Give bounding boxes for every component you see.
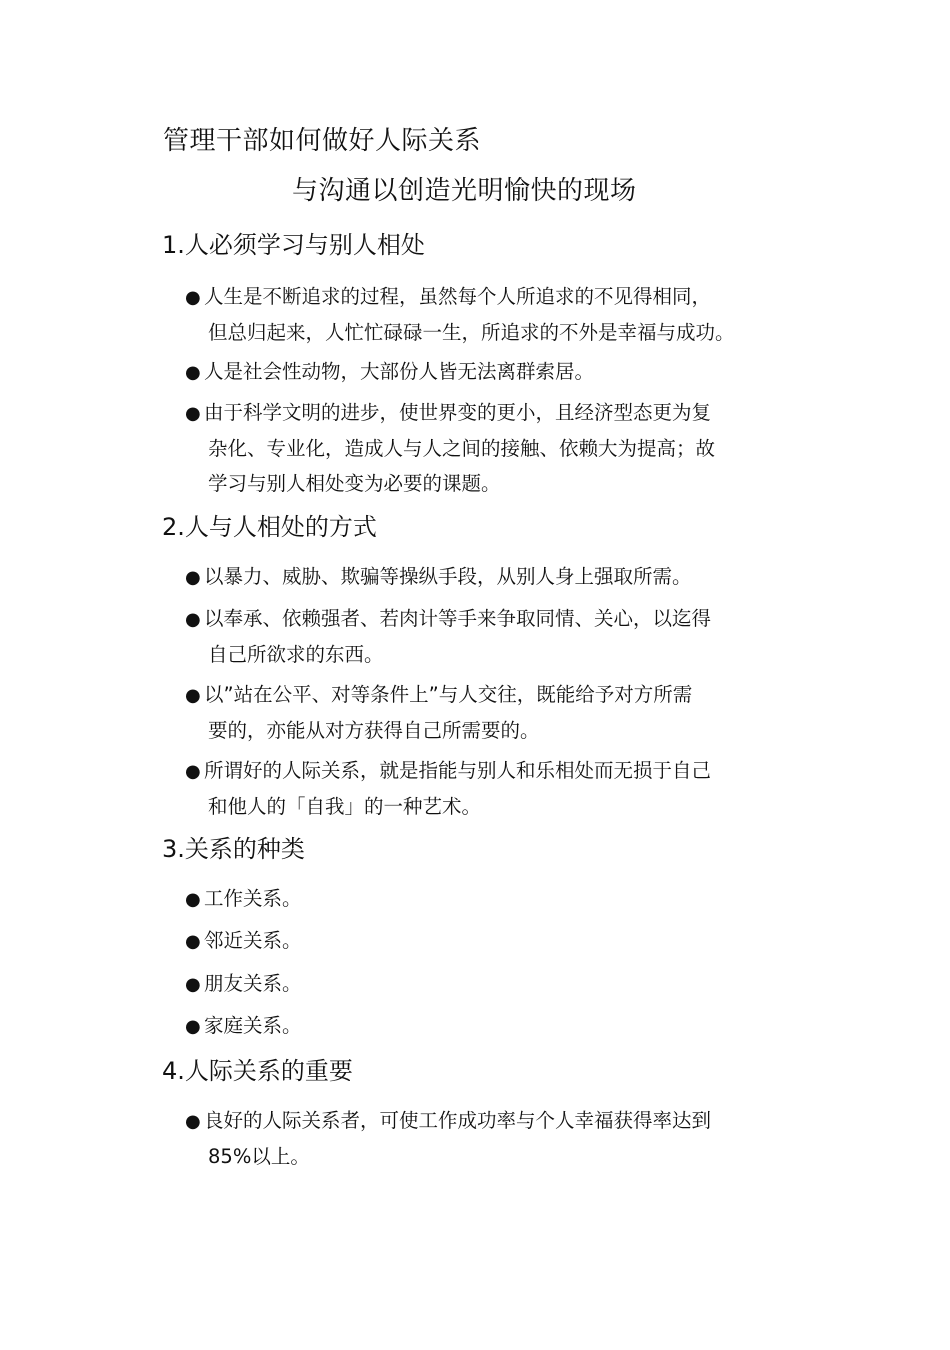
section-heading-3: 3.关系的种类	[162, 835, 305, 863]
list-item: ● 以暴力、威胁、欺骗等操纵手段，从别人身上强取所需。	[185, 559, 825, 595]
list-item: ● 人是社会性动物，大部份人皆无法离群索居。	[185, 354, 825, 390]
list-item: ● 工作关系。	[185, 881, 825, 917]
section-heading-1: 1.人必须学习与别人相处	[162, 231, 425, 259]
list-item: ● 以”站在公平、对等条件上”与人交往，既能给予对方所需 要的，亦能从对方获得自己所需要的。	[185, 677, 825, 748]
list-item: ● 由于科学文明的进步，使世界变的更小，且经济型态更为复 杂化、专业化，造成人与人之间的接触、依赖大为提高；故 学习与别人相处变为必要的课题。	[185, 395, 825, 501]
list-item: ● 人生是不断追求的过程，虽然每个人所追求的不见得相同， 但总归起来，人忙忙碌碌一生，所追求的不外是幸福与成功。	[185, 279, 825, 350]
document-title-line-2: 与沟通以创造光明愉快的现场	[292, 176, 637, 206]
bullet-dot-icon: ●	[185, 931, 201, 952]
bullet-dot-icon: ●	[185, 567, 201, 588]
list-item: ● 良好的人际关系者，可使工作成功率与个人幸福获得率达到 85%以上。	[185, 1103, 825, 1174]
list-item: ● 所谓好的人际关系，就是指能与别人和乐相处而无损于自己 和他人的「自我」的一种艺术。	[185, 753, 825, 824]
list-item: ● 以奉承、依赖强者、若肉计等手来争取同情、关心，以迄得 自己所欲求的东西。	[185, 601, 825, 672]
section-heading-2: 2.人与人相处的方式	[162, 513, 377, 541]
list-item: ● 邻近关系。	[185, 923, 825, 959]
bullet-dot-icon: ●	[185, 685, 201, 706]
list-item: ● 家庭关系。	[185, 1008, 825, 1044]
bullet-dot-icon: ●	[185, 974, 201, 995]
bullet-dot-icon: ●	[185, 761, 201, 782]
document-title-line-1: 管理干部如何做好人际关系	[163, 126, 482, 156]
bullet-dot-icon: ●	[185, 1111, 201, 1132]
bullet-dot-icon: ●	[185, 287, 201, 308]
bullet-dot-icon: ●	[185, 1016, 201, 1037]
list-item: ● 朋友关系。	[185, 966, 825, 1002]
bullet-dot-icon: ●	[185, 609, 201, 630]
section-heading-4: 4.人际关系的重要	[162, 1057, 353, 1085]
bullet-dot-icon: ●	[185, 889, 201, 910]
bullet-dot-icon: ●	[185, 362, 201, 383]
bullet-dot-icon: ●	[185, 403, 201, 424]
